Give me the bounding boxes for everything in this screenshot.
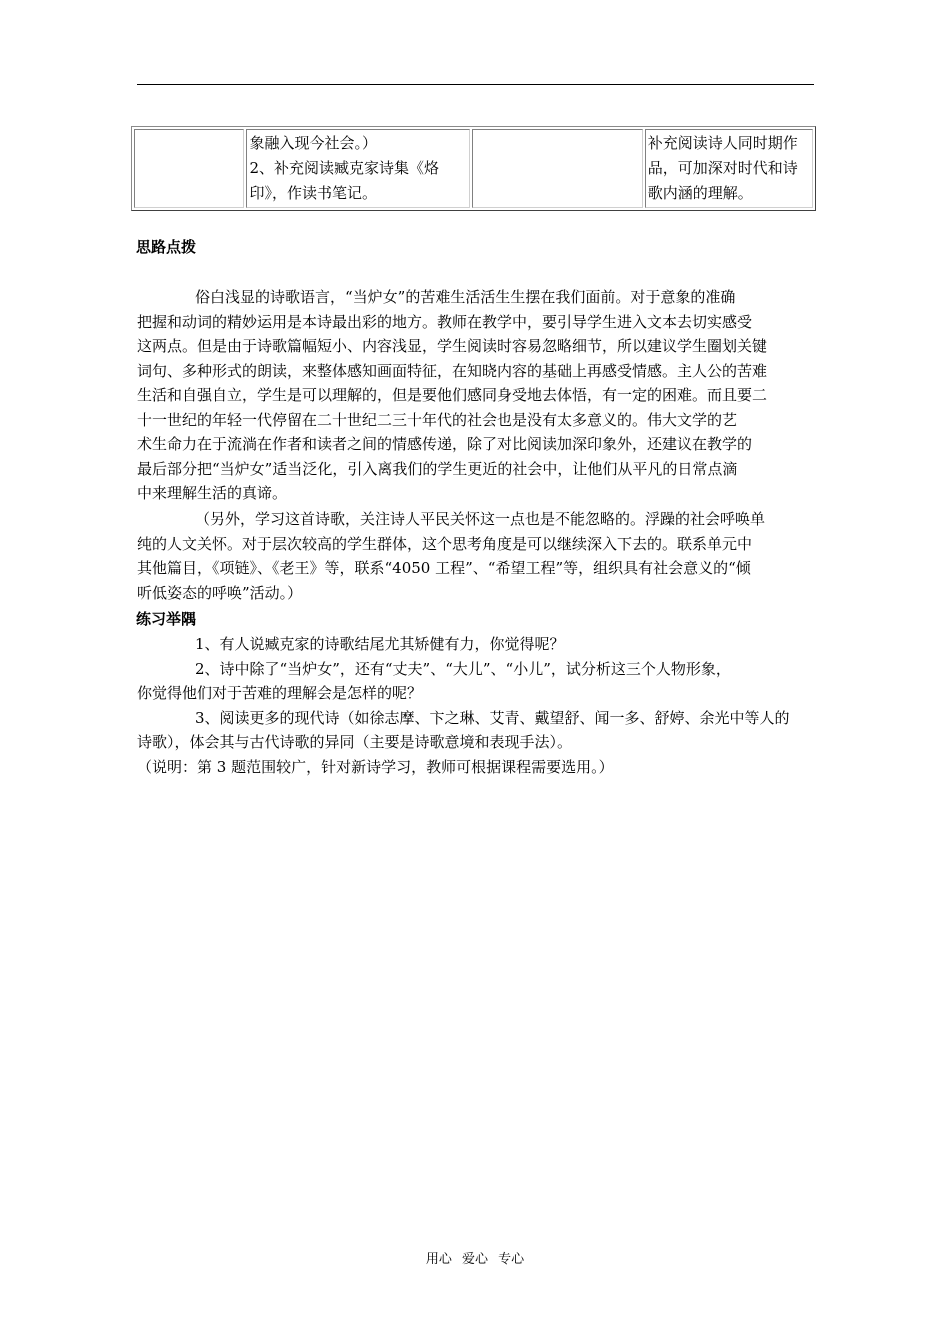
paragraph-line: 听低姿态的呼唤”活动。） bbox=[137, 583, 303, 602]
section-heading-exercises: 练习举隅 bbox=[136, 610, 197, 628]
paragraph-line: 纯的人文关怀。对于层次较高的学生群体，这个思考角度是可以继续深入下去的。联系单元中 bbox=[137, 534, 753, 553]
section-heading-thinking: 思路点拨 bbox=[136, 238, 197, 256]
paragraph-line: 其他篇目，《项链》、《老王》等，联系“4050 工程”、“希望工程”等，组织具有社会意义的“倾 bbox=[137, 559, 751, 577]
table-cell-purpose bbox=[645, 129, 813, 208]
page-footer: 用心 爱心 专心 bbox=[425, 1252, 525, 1267]
paragraph-line: 生活和自强自立，学生是可以理解的，但是要他们感同身受地去体悟，有一定的困难。而且要二 bbox=[137, 386, 768, 404]
paragraph-line: 术生命力在于流淌在作者和读者之间的情感传递，除了对比阅读加深印象外，还建议在教学的 bbox=[137, 435, 753, 453]
cell-line: 品，可加深对时代和诗 bbox=[647, 159, 798, 177]
paragraph-main bbox=[137, 285, 817, 506]
cell-line: 象融入现今社会。） bbox=[249, 134, 377, 152]
table-cell-activity bbox=[246, 129, 470, 208]
cell-line: 歌内涵的理解。 bbox=[647, 184, 753, 202]
exercise-list bbox=[137, 632, 827, 779]
cell-line: 补充阅读诗人同时期作 bbox=[647, 134, 798, 152]
paragraph-aside bbox=[137, 507, 817, 605]
continued-lesson-table bbox=[131, 126, 816, 211]
header-rule bbox=[137, 84, 814, 85]
exercise-item-3-cont: 诗歌），体会其与古代诗歌的异同（主要是诗歌意境和表现手法）。 bbox=[137, 733, 573, 751]
paragraph-line: 词句、多种形式的朗读，来整体感知画面特征，在知晓内容的基础上再感受情感。主人公的苦难 bbox=[137, 361, 768, 380]
cell-line: 2、补充阅读臧克家诗集《烙 bbox=[249, 159, 440, 177]
exercise-item-2: 2、诗中除了“当炉女”，还有“丈夫”、“大儿”、“小儿”，试分析这三个人物形象， bbox=[195, 659, 731, 678]
paragraph-line: 俗白浅显的诗歌语言，“当炉女”的苦难生活活生生摆在我们面前。对于意象的准确 bbox=[195, 288, 736, 306]
paragraph-line: 中来理解生活的真谛。 bbox=[137, 484, 288, 502]
table-cell-empty-1 bbox=[134, 129, 244, 208]
exercise-note: （说明：第 3 题范围较广，针对新诗学习，教师可根据课程需要选用。） bbox=[137, 757, 614, 776]
table-cell-empty-2 bbox=[472, 129, 642, 208]
paragraph-line: 十一世纪的年轻一代停留在二十世纪二三十年代的社会也是没有太多意义的。伟大文学的艺 bbox=[137, 410, 738, 429]
paragraph-line: （另外，学习这首诗歌，关注诗人平民关怀这一点也是不能忽略的。浮躁的社会呼唤单 bbox=[195, 510, 766, 528]
exercise-item-1: 1、有人说臧克家的诗歌结尾尤其矫健有力，你觉得呢？ bbox=[195, 635, 565, 653]
exercise-item-3: 3、阅读更多的现代诗（如徐志摩、卞之琳、艾青、戴望舒、闻一多、舒婷、余光中等人的 bbox=[195, 708, 790, 727]
table-row bbox=[134, 129, 813, 208]
paragraph-line: 最后部分把“当炉女”适当泛化，引入离我们的学生更近的社会中，让他们从平凡的日常点滴 bbox=[137, 459, 738, 478]
paragraph-line: 把握和动词的精妙运用是本诗最出彩的地方。教师在教学中，要引导学生进入文本去切实感受 bbox=[137, 312, 753, 331]
cell-line: 印》，作读书笔记。 bbox=[249, 184, 377, 202]
paragraph-line: 这两点。但是由于诗歌篇幅短小、内容浅显，学生阅读时容易忽略细节，所以建议学生圈划关键 bbox=[137, 337, 768, 355]
exercise-item-2-cont: 你觉得他们对于苦难的理解会是怎样的呢？ bbox=[137, 684, 423, 702]
